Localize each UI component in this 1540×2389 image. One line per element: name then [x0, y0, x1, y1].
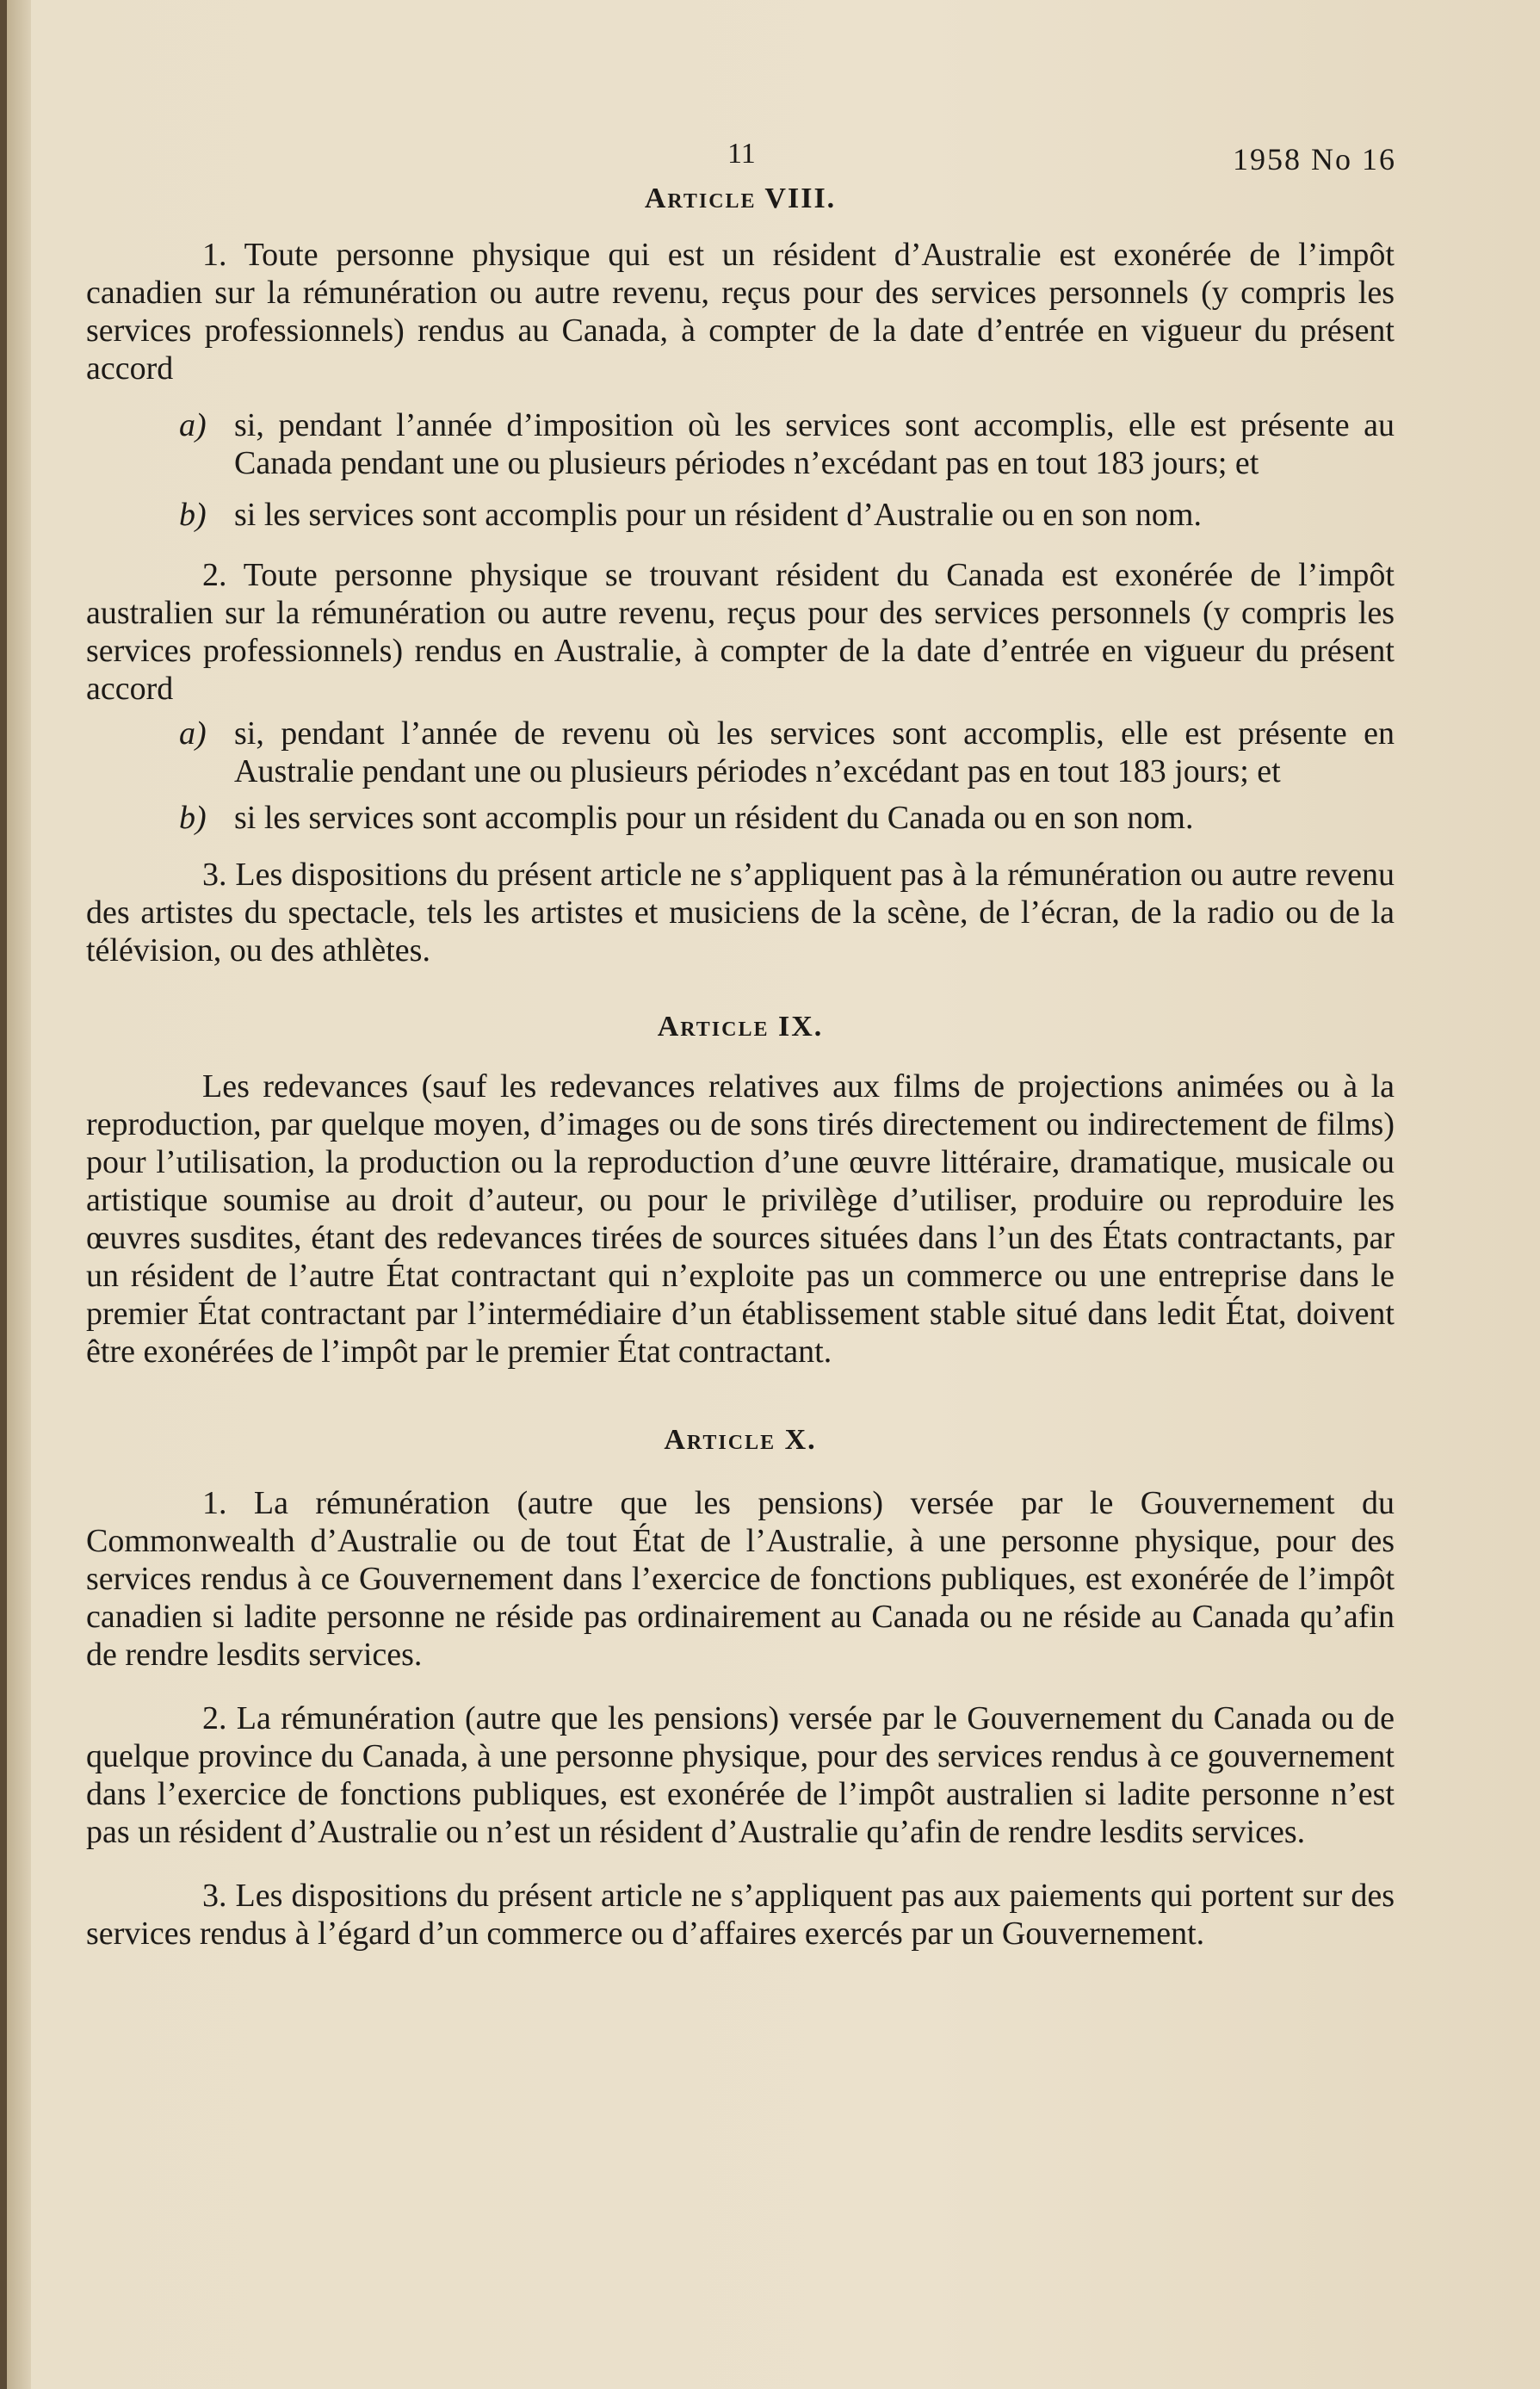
article-ix-heading: [86, 1011, 1395, 1043]
item-letter: a): [179, 715, 207, 752]
article-ix-paragraph-1: Les redevances (sauf les redevances relatives aux films de projections animées ou à la reproduction, par quelque moyen, d’images ou de sons tirés directement ou indirectement de films) pour l’utilisation, la production ou la reproduction d’une œuvre littéraire, dramatique, musicale ou artistique soumise au droit d’auteur, ou pour le privilège d’utiliser, produire ou reproduire les œuvres susdites, étant des redevances tirées de sources situées dans l’un des États contractants, par un résident de l’autre État contractant qui n’exploite pas un commerce ou une entreprise dans le premier État contractant par l’intermédiaire d’un établissement stable situé dans ledit État, doivent être exonérées de l’impôt par le premier État contractant.: [86, 1068, 1395, 1370]
article-viii-item-2a: [86, 715, 1395, 790]
item-text: si les services sont accomplis pour un résident d’Australie ou en son nom.: [234, 497, 1202, 533]
page-gutter: [7, 0, 31, 2389]
article-x-heading-text: Article X.: [664, 1424, 817, 1456]
item-text: si, pendant l’année d’imposition où les services sont accomplis, elle est présente au Canada pendant une ou plusieurs périodes n’excédant pas en tout 183 jours; et: [234, 407, 1395, 481]
item-letter: b): [179, 497, 207, 533]
document-reference: 1958 No 16: [1233, 142, 1396, 176]
article-viii-heading-text: Article VIII.: [644, 183, 837, 214]
article-viii-paragraph-2: 2. Toute personne physique se trouvant résident du Canada est exonérée de l’impôt australien sur la rémunération ou autre revenu, reçus pour des services personnels (y compris les services professionnels) rendus en Australie, à compter de la date d’entrée en vigueur du présent accord: [86, 557, 1395, 707]
item-letter: b): [179, 800, 207, 836]
article-x-paragraph-1: 1. La rémunération (autre que les pensions) versée par le Gouvernement du Commonwealth d’Australie ou de tout État de l’Australie, à une personne physique, pour des services rendus à ce Gouvernement dans l’exercice de fonctions publiques, est exonérée de l’impôt canadien si ladite personne ne réside pas ordinairement au Canada ou ne réside au Canada qu’afin de rendre lesdits services.: [86, 1485, 1395, 1673]
page-header: [86, 138, 1395, 189]
article-x-paragraph-2: 2. La rémunération (autre que les pensions) versée par le Gouvernement du Canada ou de quelque province du Canada, à une personne physique, pour des services rendus à ce gouvernement dans l’exercice de fonctions publiques, est exonérée de l’impôt australien si ladite personne n’est pas un résident d’Australie ou n’est un résident d’Australie qu’afin de rendre lesdits services.: [86, 1700, 1395, 1850]
article-viii-item-1a: [86, 406, 1395, 482]
item-text: si les services sont accomplis pour un résident du Canada ou en son nom.: [234, 800, 1194, 836]
article-x-paragraph-3: 3. Les dispositions du présent article ne s’appliquent pas aux paiements qui portent sur des services rendus à l’égard d’un commerce ou d’affaires exercés par un Gouvernement.: [86, 1878, 1395, 1952]
item-letter: a): [179, 407, 207, 443]
book-binding-edge: [0, 0, 7, 2389]
article-viii-item-2b: [86, 799, 1395, 837]
article-x-heading: [86, 1424, 1395, 1457]
article-viii-paragraph-3: 3. Les dispositions du présent article ne s’appliquent pas à la rémunération ou autre revenu des artistes du spectacle, tels les artistes et musiciens de la scène, de l’écran, de la radio ou de la télévision, ou des athlètes.: [86, 857, 1395, 969]
page-number: 11: [727, 138, 756, 170]
article-ix-heading-text: Article IX.: [657, 1011, 824, 1043]
document-body: [86, 138, 1395, 1953]
article-viii-item-1b: [86, 496, 1395, 534]
article-viii-paragraph-1: 1. Toute personne physique qui est un résident d’Australie est exonérée de l’impôt canadien sur la rémunération ou autre revenu, reçus pour des services personnels (y compris les services professionnels) rendus au Canada, à compter de la date d’entrée en vigueur du présent accord: [86, 237, 1395, 387]
item-text: si, pendant l’année de revenu où les services sont accomplis, elle est présente en Australie pendant une ou plusieurs périodes n’excédant pas en tout 183 jours; et: [234, 715, 1395, 789]
